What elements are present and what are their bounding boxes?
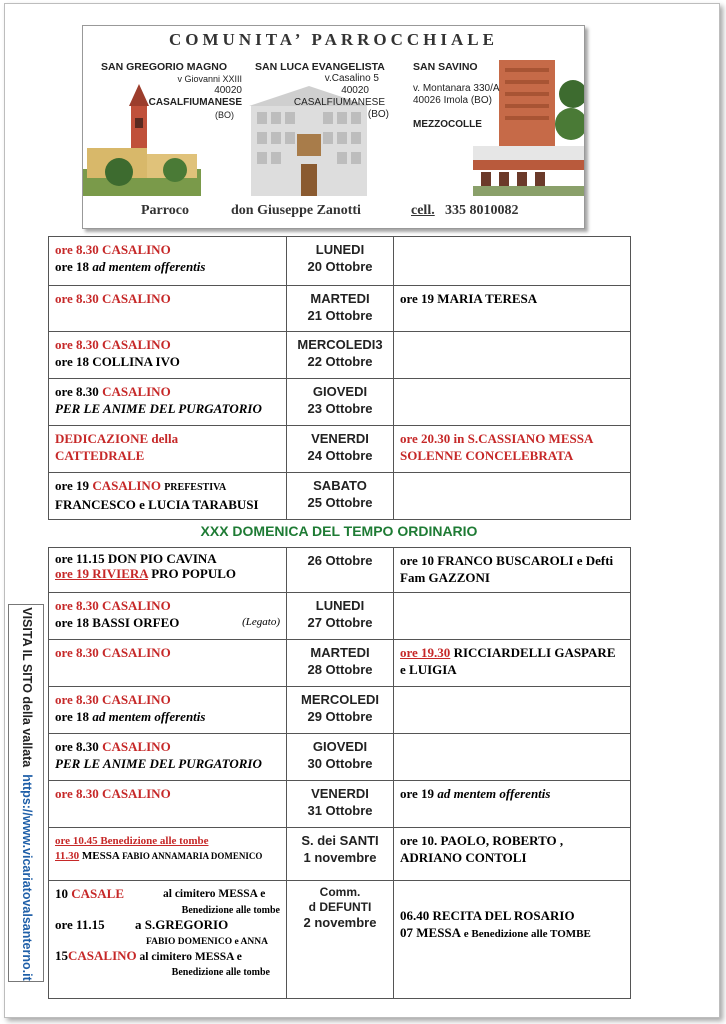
day-name: GIOVEDI — [312, 739, 368, 754]
table-row — [49, 593, 631, 640]
notes-cell — [394, 640, 631, 687]
notes-cell: ore 19 MARIA TERESA — [394, 286, 631, 332]
mass-place: CASALINO — [68, 948, 137, 963]
website-sidebar — [8, 604, 44, 982]
mass-time: 10 — [55, 886, 72, 901]
day-cell — [287, 286, 394, 332]
mass-place: CASALINO — [92, 478, 161, 493]
day-date: 1 novembre — [303, 850, 377, 865]
notes-cell — [394, 881, 631, 999]
day-date: 21 Ottobre — [307, 308, 373, 323]
mass-time: ore 19.30 — [400, 645, 451, 660]
mass-intention: ore 18 BASSI ORFEO — [55, 615, 180, 630]
masses-cell — [49, 286, 287, 332]
mass-intention: PER LE ANIME DEL PURGATORIO — [55, 401, 262, 416]
day-cell — [287, 687, 394, 734]
notes-cell — [394, 473, 631, 520]
mass-line: ore 8.30 — [55, 384, 103, 399]
parish-province: (BO) — [367, 109, 389, 120]
day-date: 26 Ottobre — [307, 553, 373, 568]
parish-town: CASALFIUMANESE — [148, 97, 242, 108]
mass-line: ore 8.30 CASALINO — [55, 645, 171, 660]
cell-label: cell. — [411, 203, 435, 218]
notes-cell: ore 10 FRANCO BUSCAROLI e Defti Fam GAZZONI — [394, 548, 631, 593]
day-date: 31 Ottobre — [307, 803, 373, 818]
mass-line: ore 8.30 CASALINO — [55, 692, 171, 707]
notes-cell: ore 10. PAOLO, ROBERTO , ADRIANO CONTOLI — [394, 828, 631, 881]
masses-cell — [49, 640, 287, 687]
blessing-line: Benedizione alle tombe — [181, 905, 280, 916]
table-row — [49, 687, 631, 734]
mass-line: ore 18 COLLINA IVO — [55, 354, 180, 369]
mass-place: CASALE — [71, 886, 124, 901]
table-row — [49, 379, 631, 426]
notes-cell — [394, 593, 631, 640]
day-cell — [287, 828, 394, 881]
rosary-line: 06.40 RECITA DEL ROSARIO — [400, 908, 575, 923]
mass-line: ore 11.15 DON PIO CAVINA — [55, 551, 217, 566]
day-cell — [287, 379, 394, 426]
day-date: 25 Ottobre — [307, 495, 373, 510]
day-date: 28 Ottobre — [307, 662, 373, 677]
feast-line: CATTEDRALE — [55, 448, 145, 463]
parish-address: v.Casalino 5 — [324, 73, 379, 84]
masses-cell — [49, 593, 287, 640]
mass-intention: PRO POPULO — [147, 566, 237, 581]
mass-line: ore 8.30 CASALINO — [55, 598, 171, 613]
mass-time: ore 11.15 — [55, 917, 105, 932]
mass-line: ore 8.30 — [55, 739, 103, 754]
feast-line: DEDICAZIONE della — [55, 431, 179, 446]
parroco-name: don Giuseppe Zanotti — [231, 203, 361, 218]
parish-zip: 40020 — [341, 85, 369, 96]
mass-time: ore 10.45 — [55, 835, 98, 847]
sunday-title: XXX DOMENICA DEL TEMPO ORDINARIO — [200, 523, 478, 539]
website-label — [20, 607, 34, 981]
mass-place: ore 19 RIVIERA — [55, 566, 148, 581]
page-title: COMUNITA’ PARROCCHIALE — [169, 30, 498, 49]
mass-place: CASALINO — [102, 739, 171, 754]
parish-san-gregorio — [101, 61, 246, 121]
notes-cell — [394, 237, 631, 286]
day-cell — [287, 473, 394, 520]
day-name: GIOVEDI — [312, 384, 368, 399]
day-date: 27 Ottobre — [307, 615, 373, 630]
mass-line: ore 19 — [55, 478, 93, 493]
day-date: 30 Ottobre — [307, 756, 373, 771]
parish-zip: 40026 Imola (BO) — [413, 95, 492, 106]
notes-cell: ore 20.30 in S.CASSIANO MESSA SOLENNE CONCELEBRATA — [394, 426, 631, 473]
day-name: VENERDI — [311, 431, 369, 446]
masses-cell — [49, 473, 287, 520]
day-name: MERCOLEDI3 — [297, 337, 383, 352]
visit-text: VISITA IL SITO della vallata — [20, 607, 34, 768]
parish-name: SAN GREGORIO MAGNO — [101, 61, 228, 73]
parish-town: MEZZOCOLLE — [413, 119, 482, 130]
masses-cell — [49, 426, 287, 473]
day-cell — [287, 332, 394, 379]
parish-name: SAN SAVINO — [413, 61, 478, 73]
mass-place: a S.GREGORIO — [135, 917, 229, 932]
day-cell — [287, 781, 394, 828]
cell-number: 335 8010082 — [445, 203, 519, 218]
mass-line: al cimitero MESSA e — [136, 951, 242, 963]
parroco-label: Parroco — [141, 203, 189, 218]
masses-cell — [49, 781, 287, 828]
table-row — [49, 473, 631, 520]
notes-cell — [394, 379, 631, 426]
table-row — [49, 237, 631, 286]
masses-cell — [49, 332, 287, 379]
schedule-week1 — [48, 236, 631, 520]
day-cell — [287, 426, 394, 473]
parish-zip: 40020 — [214, 85, 242, 96]
mass-line: ore 8.30 CASALINO — [55, 291, 171, 306]
day-date: 2 novembre — [303, 915, 377, 930]
mass-intention: FABIO DOMENICO e ANNA — [145, 937, 268, 947]
parish-town: CASALFIUMANESE — [293, 97, 385, 108]
masses-cell — [49, 548, 287, 593]
mass-line: ore 8.30 CASALINO — [55, 337, 171, 352]
masses-cell — [49, 379, 287, 426]
masses-cell — [49, 828, 287, 881]
table-row — [49, 734, 631, 781]
day-cell — [287, 593, 394, 640]
day-name: S. dei SANTI — [301, 833, 379, 848]
legato-note: (Legato) — [242, 616, 280, 628]
website-link[interactable]: https://www.vicariatovalsanterno.it — [20, 774, 34, 981]
masses-cell — [49, 734, 287, 781]
day-date: 24 Ottobre — [307, 448, 373, 463]
mass-time: 15 — [55, 948, 68, 963]
notes-cell — [394, 781, 631, 828]
mass-intention: FABIO ANNAMARIA DOMENICO — [119, 851, 263, 861]
day-cell — [287, 734, 394, 781]
day-name: SABATO — [313, 478, 367, 493]
table-row — [49, 828, 631, 881]
mass-type: PREFESTIVA — [164, 482, 227, 493]
schedule-week2 — [48, 547, 631, 999]
table-row — [49, 548, 631, 593]
notes-cell — [394, 734, 631, 781]
table-row — [49, 426, 631, 473]
blessing-line: Benedizione alle tombe — [97, 835, 209, 847]
mass-time: ore 19 — [400, 786, 438, 801]
mass-line: al cimitero MESSA e — [163, 888, 266, 900]
day-name: LUNEDI — [315, 598, 365, 613]
parish-san-luca — [255, 61, 395, 121]
mass-time: 11.30 — [55, 850, 80, 862]
day-cell — [287, 237, 394, 286]
mass-line: MESSA — [79, 850, 120, 862]
masses-cell — [49, 881, 287, 999]
mass-line: ore 18 — [55, 709, 93, 724]
mass-intention: ad mentem offerentis — [437, 786, 551, 801]
parish-san-savino — [413, 61, 533, 131]
mass-line: ore 18 — [55, 259, 93, 274]
day-name: d DEFUNTI — [308, 900, 372, 914]
day-cell — [287, 640, 394, 687]
table-row — [49, 286, 631, 332]
table-row — [49, 332, 631, 379]
table-row — [49, 881, 631, 999]
masses-cell — [49, 237, 287, 286]
mass-intention: ad mentem offerentis — [92, 709, 206, 724]
day-name: MERCOLEDI — [301, 692, 379, 707]
parish-header — [82, 25, 585, 229]
parish-province: (BO) — [215, 110, 234, 120]
mass-line: ore 8.30 CASALINO — [55, 786, 171, 801]
notes-cell — [394, 687, 631, 734]
blessing-line: e Benedizione alle TOMBE — [461, 928, 591, 940]
day-name: MARTEDI — [310, 291, 370, 306]
day-date: 20 Ottobre — [307, 259, 373, 274]
parish-address: v Giovanni XXIII — [177, 74, 242, 84]
masses-cell — [49, 687, 287, 734]
mass-line: ore 8.30 CASALINO — [55, 242, 171, 257]
parish-address: v. Montanara 330/A — [413, 83, 500, 94]
mass-intention: RICCIARDELLI GASPARE e LUIGIA — [400, 645, 616, 677]
day-cell — [287, 548, 394, 593]
day-name: LUNEDI — [315, 242, 365, 257]
mass-line: 07 MESSA — [400, 925, 462, 940]
mass-intention: FRANCESCO e LUCIA TARABUSI — [55, 497, 259, 512]
parroco-line — [83, 203, 584, 225]
mass-place: CASALINO — [102, 384, 171, 399]
mass-intention: ad mentem offerentis — [92, 259, 206, 274]
day-date: 23 Ottobre — [307, 401, 373, 416]
table-row — [49, 640, 631, 687]
mass-intention: PER LE ANIME DEL PURGATORIO — [55, 756, 262, 771]
day-name: MARTEDI — [310, 645, 370, 660]
day-name: VENERDI — [311, 786, 369, 801]
table-row — [49, 781, 631, 828]
day-cell — [287, 881, 394, 999]
blessing-line: Benedizione alle tombe — [171, 967, 270, 978]
day-date: 22 Ottobre — [307, 354, 373, 369]
day-name: Comm. — [319, 885, 361, 899]
notes-cell — [394, 332, 631, 379]
day-date: 29 Ottobre — [307, 709, 373, 724]
parish-name: SAN LUCA EVANGELISTA — [255, 61, 385, 73]
